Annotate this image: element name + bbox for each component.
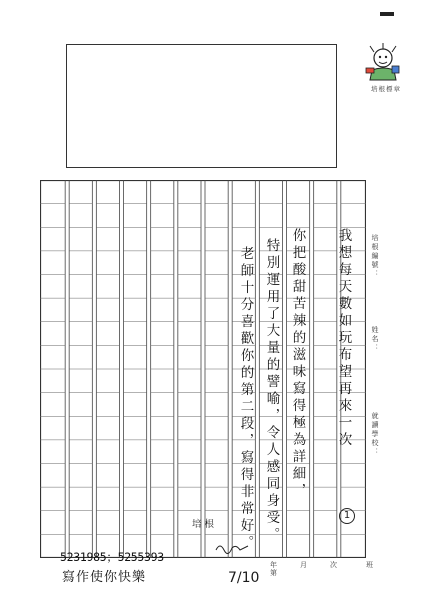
essay-line-3: 特別運用了大量的譬喻，令人感同身受。 [263, 238, 280, 544]
teacher-tag: 培根 [192, 519, 218, 530]
label-month: 月 [300, 561, 307, 569]
stamp-label: 培根標章 [371, 85, 401, 93]
comment-box [66, 44, 337, 168]
label-times: 次 [330, 561, 337, 569]
essay-line-1: 我想每天數如玩布望再來一次 [335, 228, 352, 449]
label-school: 就讀學校： [371, 412, 379, 457]
writing-grid [40, 180, 366, 558]
page-number: 7/10 [228, 570, 260, 586]
label-grade: 年 [270, 561, 277, 569]
footer-motto: 寫作使你快樂 [62, 570, 147, 585]
page-corner-mark [380, 12, 394, 16]
label-class: 班 [366, 561, 373, 569]
label-name: 姓名： [371, 326, 379, 353]
circled-number: 1 [339, 508, 355, 524]
bottom-labels [258, 560, 378, 577]
label-order: 第 [270, 569, 277, 577]
essay-line-2: 你把酸甜苦辣的滋味寫得極為詳細， [289, 228, 306, 500]
essay-line-4: 老師十分喜歡你的第二段，寫得非常好。 [237, 246, 254, 552]
footer-phone: 5231985；5255393 [60, 550, 164, 564]
label-id: 培根編號： [371, 234, 379, 279]
signature-icon [214, 540, 252, 560]
